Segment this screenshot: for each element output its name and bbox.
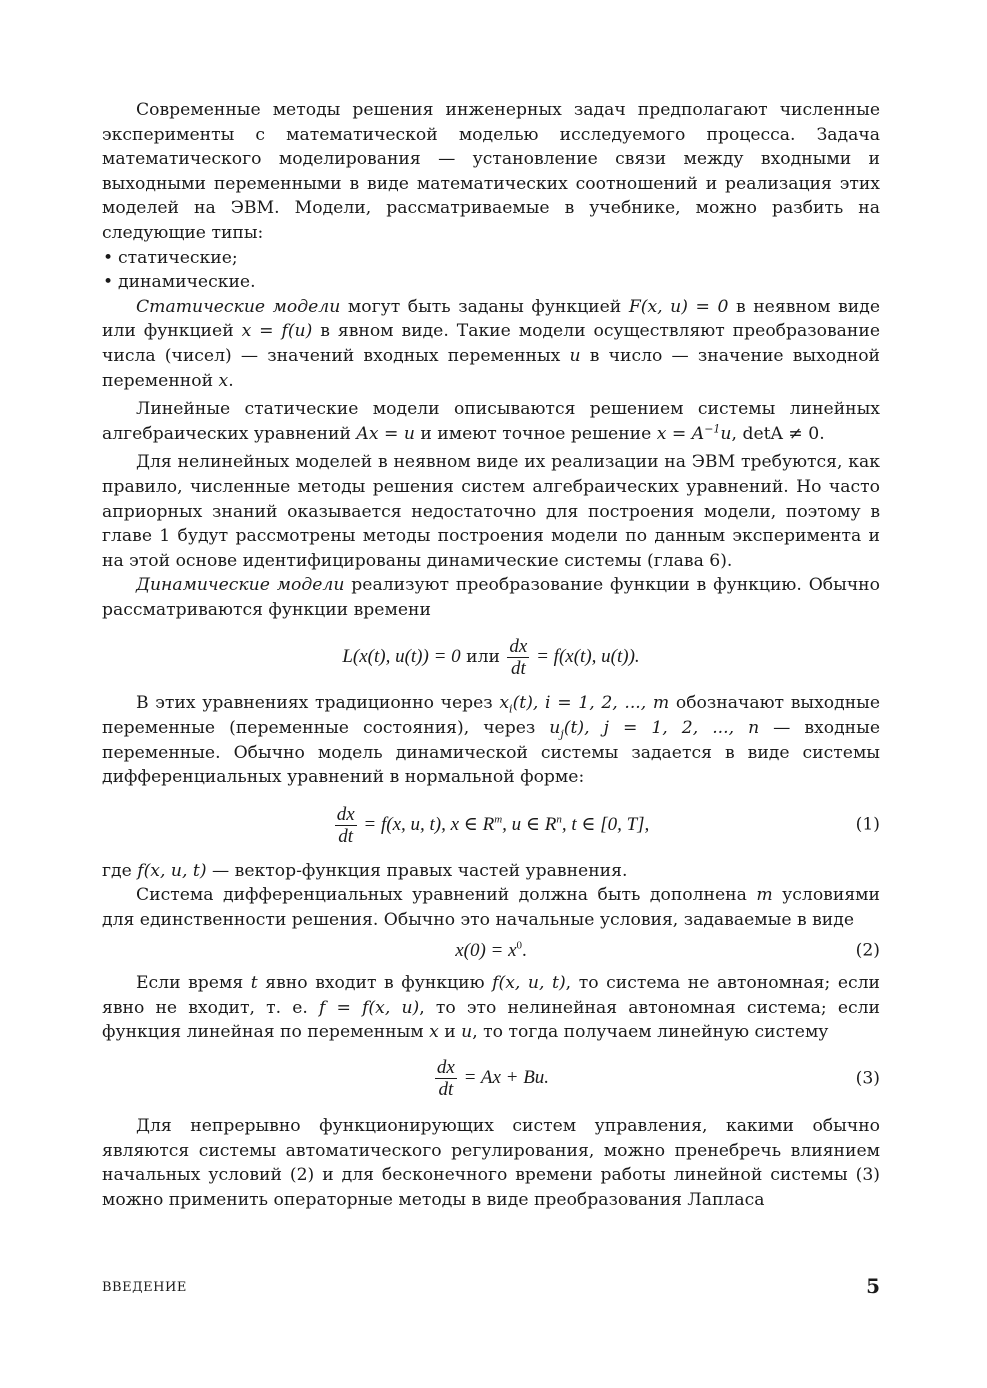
equation-number: (2) — [855, 940, 880, 961]
initial-conditions-paragraph: Система дифференциальных уравнений должна быть дополнена m условиями для единственности решения. Обычно это начальные условия, задаваемые в виде — [102, 885, 880, 931]
fraction: $\frac{dx}{dt}$ — [436, 1057, 455, 1100]
laplace-paragraph: Для непрерывно функционирующих систем управления, какими обычно являются системы автоматического регулирования, можно пренебречь влиянием начальных условий (2) и для бесконечного времени работы линейной системы (3) можно применить операторные методы в виде преобразования Лапласа — [102, 1116, 880, 1210]
inline-formula: F(x, u) = 0 — [628, 296, 729, 317]
inline-formula: Ax = u — [356, 423, 415, 444]
equation-implicit: L(x(t), u(t)) = 0 или $\frac{dx}{dt}$ = f(x(t), u(t)). — [342, 636, 640, 680]
running-head: ВВЕДЕНИЕ — [102, 1280, 187, 1295]
fraction: $\frac{dx}{dt}$ — [509, 636, 528, 680]
page-footer — [102, 1272, 880, 1302]
autonomy-paragraph: Если время t явно входит в функцию f(x, u, t), то система не автономная; если явно не входит, т. е. f = f(x, u), то это нелинейная автономная система; если функция линейная по переменным x и u, то тогда получаем линейную систему — [102, 973, 880, 1043]
model-types-list — [102, 246, 880, 295]
fraction: $\frac{dx}{dt}$ — [336, 803, 355, 847]
linear-static-paragraph: Линейные статические модели описываются решением системы линейных алгебраических уравнений Ax = u и имеют точное решение $x = A^{-1}u$, detA ≠ 0. — [102, 399, 880, 444]
intro-paragraph: Современные методы решения инженерных задач предполагают численные эксперименты с математической моделью исследуемого процесса. Задача математического моделирования — установление связи между входными и выходными переменными в виде математических соотношений и реализация этих моделей на ЭВМ. Модели, рассматриваемые в учебнике, можно разбить на следующие типы: — [102, 100, 880, 243]
static-models-paragraph: Статические модели могут быть заданы функцией F(x, u) = 0 в неявном виде или функцией x = f(u) в явном виде. Такие модели осуществляют преобразование числа (чисел) — значений входных переменных u в число — значение выходной переменной x. — [102, 296, 880, 391]
list-item: • динамические. — [102, 270, 880, 295]
page-body — [102, 98, 880, 1212]
equation-3: $\frac{dx}{dt}$ = Ax + Bu. (3) — [436, 1057, 880, 1100]
list-item: • статические; — [102, 246, 880, 271]
inline-variable: u — [569, 345, 581, 366]
equation-number: (3) — [855, 1068, 880, 1089]
inline-formula: x = f(u) — [241, 321, 313, 342]
equation-2: $x(0) = x^0$. (2) — [102, 939, 880, 964]
nonlinear-paragraph: Для нелинейных моделей в неявном виде их реализации на ЭВМ требуются, как правило, численные методы решения систем алгебраических уравнений. Но часто априорных знаний оказывается недостаточно для построения модели, поэтому в главе 1 будут рассмотрены методы построения модели по данным эксперимента и на этой основе идентифицированы динамические системы (глава 6). — [102, 452, 880, 571]
equation-number: (1) — [855, 815, 880, 836]
inline-formula: detA ≠ 0 — [742, 423, 820, 444]
term-static-models: Статические модели — [136, 296, 341, 317]
inline-formula: $x = A^{-1}u$ — [656, 421, 732, 444]
inline-variable: x — [218, 370, 229, 391]
rhs-note-paragraph: где f(x, u, t) — вектор-функция правых частей уравнения. — [102, 860, 628, 881]
variables-paragraph: В этих уравнениях традиционно через $x_i(t)$, i = 1, 2, ..., m обозначают выходные переменные (переменные состояния), через $u_j(t)$, j = 1, 2, ..., n — входные переменные. Обычно модель динамической системы задается в виде системы дифференциальных уравнений в нормальной форме: — [102, 693, 880, 788]
term-dynamic-models: Динамические модели — [136, 575, 345, 596]
equation-1: $\frac{dx}{dt}$ = f(x, u, t), x ∈ $R^m$, u ∈ $R^n$, t ∈ [0, T], (1) — [336, 803, 880, 847]
page-number: 5 — [866, 1274, 880, 1298]
dynamic-models-paragraph: Динамические модели реализуют преобразование функции в функцию. Обычно рассматриваются функции времени — [102, 575, 880, 620]
